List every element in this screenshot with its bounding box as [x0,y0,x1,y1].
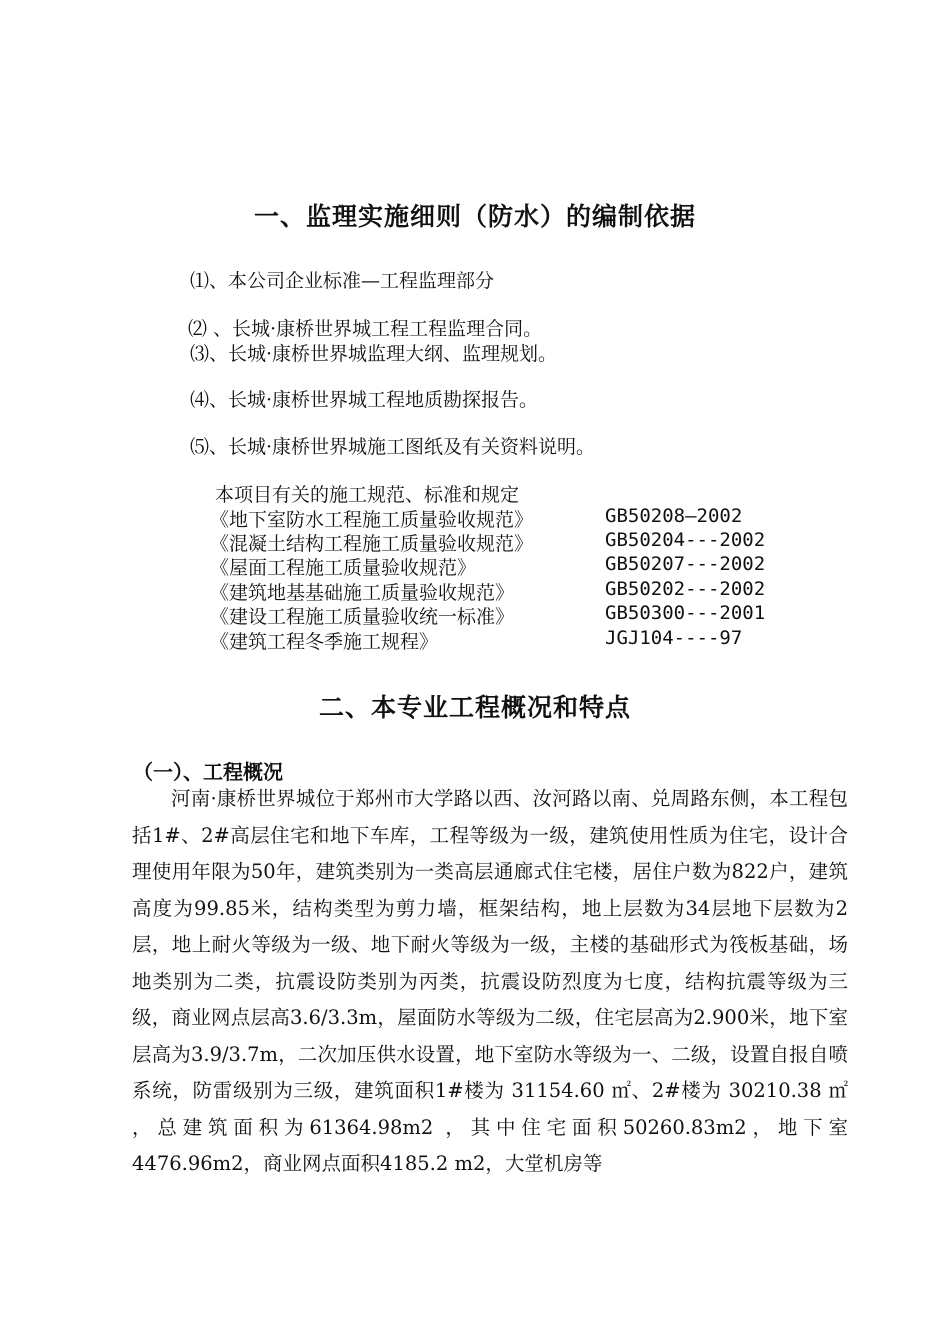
standard-code: JGJ104----97 [605,627,743,649]
basis-item: ⑵ 、长城·康桥世界城工程工程监理合同。 [188,318,543,340]
standard-name: 《屋面工程施工质量验收规范》 [210,557,477,579]
basis-item: ⑸、长城·康桥世界城施工图纸及有关资料说明。 [190,436,596,458]
standard-code: GB50204---2002 [605,529,766,551]
standard-code: GB50208—2002 [605,505,743,527]
section1-title: 一、监理实施细则（防水）的编制依据 [253,202,696,231]
standard-name: 《建设工程施工质量验收统一标准》 [210,606,515,628]
section2-title: 二、本专业工程概况和特点 [318,693,631,722]
standard-code: GB50300---2001 [605,602,766,624]
project-overview-paragraph: 河南·康桥世界城位于郑州市大学路以西、汝河路以南、兑周路东侧，本工程包括1#、2#高层住宅和地下车库，工程等级为一级，建筑使用性质为住宅，设计合理使用年限为50年，建筑类别为一类高层通廊式住宅楼，居住户数为822户，建筑高度为99.85米，结构类型为剪力墙，框架结构，地上层数为34层地下层数为2层，地上耐火等级为一级、地下耐火等级为一级，主楼的基础形式为筏板基础，场地类别为二类，抗震设防类别为丙类，抗震设防烈度为七度，结构抗震等级为三级，商业网点层高3.6/3.3m，屋面防水等级为二级，住宅层高为2.900米，地下室层高为3.9/3.7m，二次加压供水设置，地下室防水等级为一、二级，设置自报自喷系统，防雷级别为三级，建筑面积1#楼为 31154.60 ㎡、2#楼为 30210.38 ㎡ ，总建筑面积为61364.98m2 ，其中住宅面积50260.83m2，地下室4476.96m2，商业网点面积4185.2 m2，大堂机房等 [132,787,848,1175]
basis-item: ⑴、本公司企业标准—工程监理部分 [190,270,495,292]
standards-intro: 本项目有关的施工规范、标准和规定 [215,484,520,506]
standard-code: GB50207---2002 [605,553,766,575]
standard-name: 《建筑地基基础施工质量验收规范》 [210,582,515,604]
subsection-title: （一）、工程概况 [133,760,283,784]
standard-name: 《建筑工程冬季施工规程》 [210,631,439,653]
basis-item: ⑷、长城·康桥世界城工程地质勘探报告。 [190,389,539,411]
standard-name: 《混凝土结构工程施工质量验收规范》 [210,533,534,555]
standard-code: GB50202---2002 [605,578,766,600]
basis-item: ⑶、长城·康桥世界城监理大纲、监理规划。 [190,343,558,365]
standard-name: 《地下室防水工程施工质量验收规范》 [210,509,534,531]
